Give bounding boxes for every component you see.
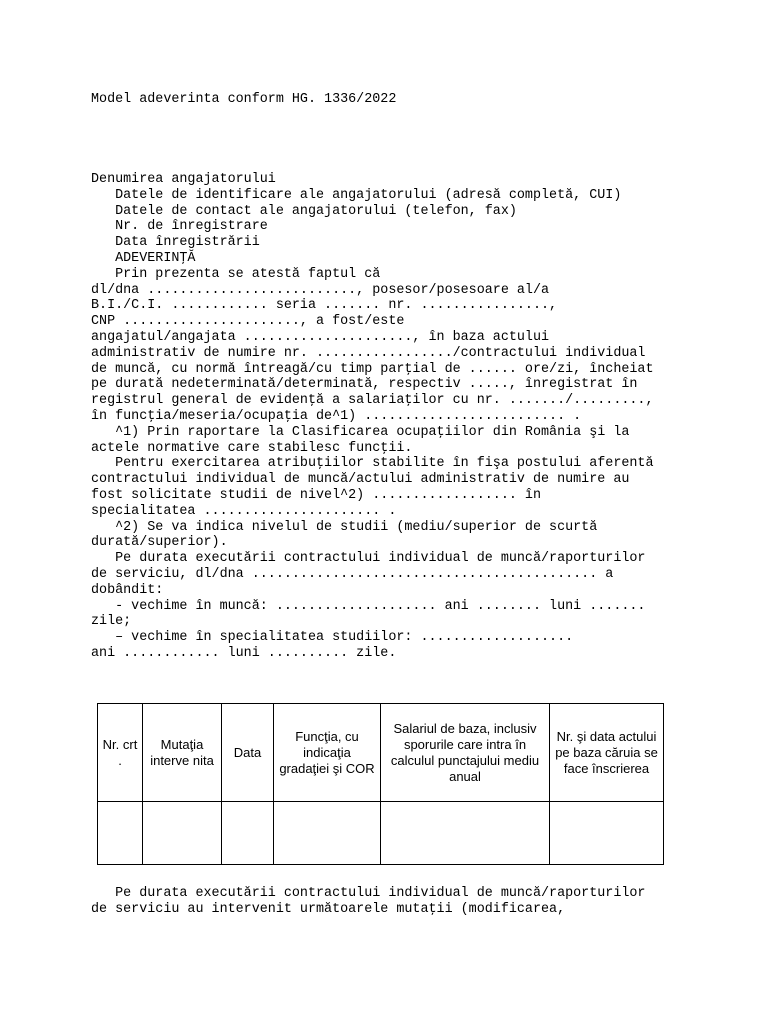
text-line: angajatul/angajata ....................., în baza actului: [91, 329, 550, 345]
text-line: - vechime în muncă: .................... ani ........ luni .......: [91, 598, 646, 614]
table-cell: [550, 802, 664, 865]
header-salariul: Salariul de baza, inclusiv sporurile care intra în calculul punctajului mediu anual: [381, 704, 550, 802]
table-cell: [98, 802, 143, 865]
text-line: ani ............ luni .......... zile.: [91, 645, 397, 661]
text-line: CNP ......................, a fost/este: [91, 314, 405, 330]
text-line: dl/dna .........................., posesor/posesoare al/a: [91, 282, 550, 298]
text-line: Nr. de înregistrare: [91, 219, 268, 235]
header-functia: Funcţia, cu indicaţia gradaţiei şi COR: [274, 704, 381, 802]
text-line: Data înregistrării: [91, 235, 260, 251]
text-line: actele normative care stabilesc funcţii.: [91, 440, 413, 456]
text-line: Denumirea angajatorului: [91, 172, 276, 187]
document-title: Model adeverinta conform HG. 1336/2022: [91, 92, 397, 107]
text-line: – vechime în specialitatea studiilor: ...................: [91, 630, 574, 646]
text-line: administrativ de numire nr. ................./contractului individual: [91, 345, 646, 361]
document-body: [91, 172, 654, 662]
text-line: ADEVERINŢĂ: [91, 250, 196, 266]
text-line: zile;: [91, 614, 132, 630]
header-data: Data: [222, 704, 274, 802]
table-cell: [381, 802, 550, 865]
text-line: B.I./C.I. ............ seria ....... nr. ................,: [91, 298, 558, 314]
text-line: specialitatea ...................... .: [91, 503, 397, 519]
mutations-table-wrap: [97, 703, 664, 865]
table-row: [98, 802, 664, 865]
text-line: dobândit:: [91, 582, 164, 598]
text-line: de serviciu, dl/dna ........................................... a: [91, 566, 614, 582]
text-line: fost solicitate studii de nivel^2) .................. în: [91, 487, 541, 503]
document-tail: [91, 886, 645, 918]
table-cell: [222, 802, 274, 865]
text-line: Pentru exercitarea atribuţiilor stabilite în fişa postului aferentă: [91, 456, 654, 472]
text-line: Datele de contact ale angajatorului (telefon, fax): [91, 203, 517, 219]
text-line: Pe durata executării contractului individual de muncă/raporturilor: [91, 551, 646, 567]
text-line: ^2) Se va indica nivelul de studii (mediu/superior de scurtă: [91, 519, 598, 535]
table-cell: [274, 802, 381, 865]
table-header-row: [98, 704, 664, 802]
table-cell: [143, 802, 222, 865]
text-line: Datele de identificare ale angajatorului (adresă completă, CUI): [91, 187, 622, 203]
text-line: contractului individual de muncă/actului administrativ de numire au: [91, 472, 630, 488]
text-line: de serviciu au intervenit următoarele mutaţii (modificarea,: [91, 901, 566, 917]
mutations-table: [97, 703, 664, 865]
header-nr-crt: Nr. crt .: [98, 704, 143, 802]
header-mutatia: Mutaţia interve nita: [143, 704, 222, 802]
text-line: în funcţia/meseria/ocupaţia de^1) ......................... .: [91, 408, 582, 424]
text-line: Pe durata executării contractului individual de muncă/raporturilor: [91, 886, 646, 901]
text-line: Prin prezenta se atestă faptul că: [91, 266, 381, 282]
header-nr-data-act: Nr. şi data actului pe baza căruia se face înscrierea: [550, 704, 664, 802]
text-line: durată/superior).: [91, 535, 228, 551]
text-line: registrul general de evidenţă a salariaţilor cu nr. ......./.........,: [91, 393, 654, 409]
text-line: pe durată nedeterminată/determinată, respectiv ....., înregistrat în: [91, 377, 638, 393]
text-line: de muncă, cu normă întreagă/cu timp parţial de ...... ore/zi, încheiat: [91, 361, 654, 377]
text-line: ^1) Prin raportare la Clasificarea ocupaţiilor din România şi la: [91, 424, 630, 440]
